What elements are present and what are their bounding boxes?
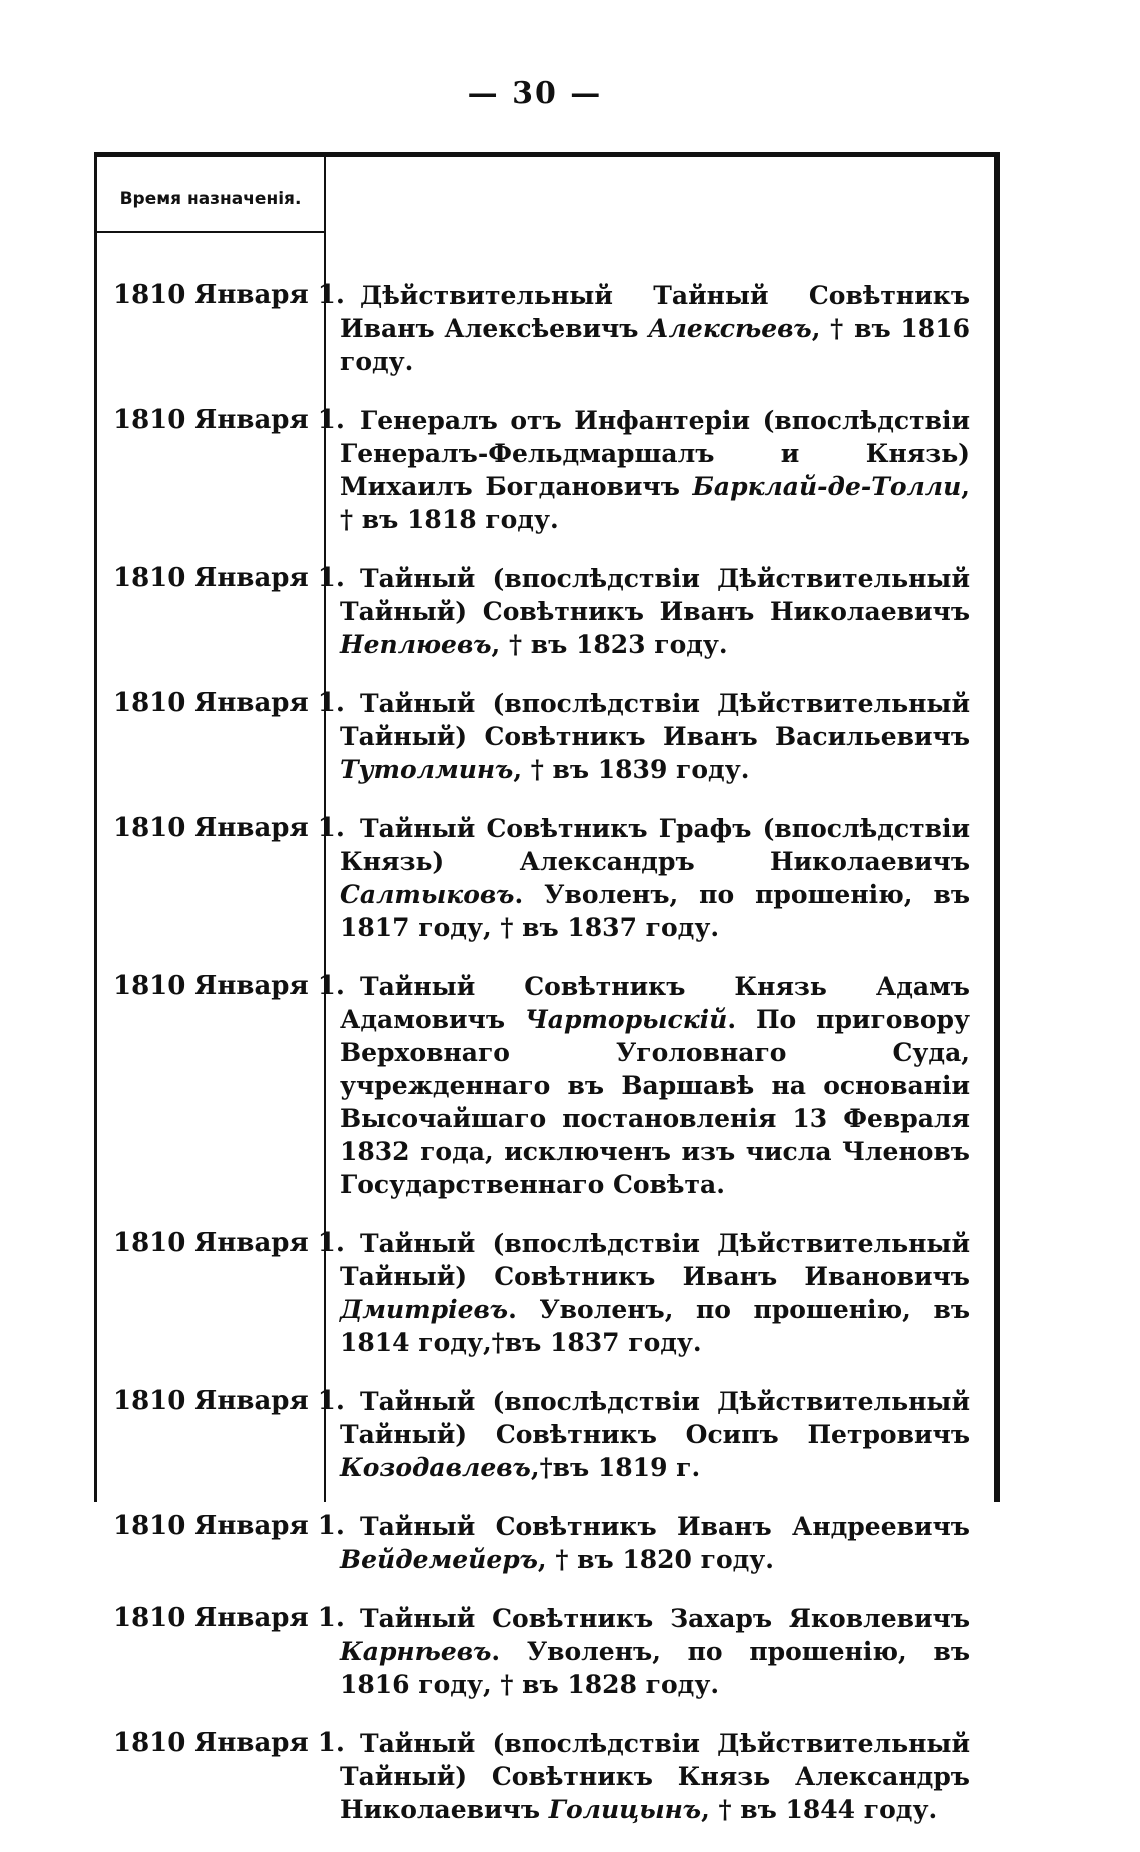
entry-date: 1810 Января 1.: [113, 813, 345, 843]
entry-text-before: Тайный (впослѣдствіи Дѣйствительный Тайный) Совѣтникъ Иванъ Николаевичъ: [340, 564, 970, 626]
entry-text-before: Тайный (впослѣдствіи Дѣйствительный Тайный) Совѣтникъ Иванъ Васильевичъ: [340, 689, 970, 751]
entry-surname: Карнѣевъ: [340, 1637, 492, 1666]
entry-date: 1810 Января 1.: [113, 405, 345, 435]
entry-surname: Неплюевъ: [340, 630, 492, 659]
entry-text: [340, 970, 970, 1201]
entry-text-after: , † въ 1820 году.: [537, 1545, 775, 1574]
entry-text-before: Тайный Совѣтникъ Графъ (впослѣдствіи Князь) Александръ Николаевичъ: [340, 814, 970, 876]
entry-text: [340, 1227, 970, 1359]
entry-text: [340, 404, 970, 536]
entry-text: [340, 1385, 970, 1484]
entry-row: [97, 1385, 997, 1484]
entry-date: 1810 Января 1.: [113, 1511, 345, 1541]
entry-text-after: , † въ 1816 году.: [340, 314, 970, 376]
entry-date: 1810 Января 1.: [113, 1228, 345, 1258]
entry-row: [97, 970, 997, 1201]
entry-text: [340, 1602, 970, 1701]
entry-surname: Салтыковъ: [340, 880, 515, 909]
entry-text-before: Генералъ отъ Инфантеріи (впослѣдствіи Генералъ-Фельдмаршалъ и Князь) Михаилъ Богдановичъ: [340, 406, 970, 501]
entry-text: [340, 1727, 970, 1826]
entry-row: [97, 1602, 997, 1701]
entry-text-before: Дѣйствительный Тайный Совѣтникъ Иванъ Алексѣевичъ: [340, 281, 970, 343]
entry-text-before: Тайный Совѣтникъ Иванъ Андреевичъ: [360, 1512, 970, 1541]
entry-text-before: Тайный (впослѣдствіи Дѣйствительный Тайный) Совѣтникъ Князь Александръ Николаевичъ: [340, 1729, 970, 1824]
entries-list: [97, 279, 997, 1852]
entry-text: [340, 812, 970, 944]
entry-text-after: , † въ 1844 году.: [701, 1795, 938, 1824]
entry-text-after: . Уволенъ, по прошенію, въ 1814 году,†въ 1837 году.: [340, 1295, 970, 1357]
entry-text-after: , † въ 1823 году.: [491, 630, 728, 659]
entry-surname: Барклай-де-Толли: [692, 472, 962, 501]
appointments-table: [94, 152, 1000, 1824]
entry-text-after: , † въ 1839 году.: [513, 755, 750, 784]
entry-date: 1810 Января 1.: [113, 1386, 345, 1416]
entry-text-after: , † въ 1818 году.: [340, 472, 970, 534]
entry-text-after: . По приговору Верховнаго Уголовнаго Суда, учрежденнаго въ Варшавѣ на основаніи Высочайшаго постановленія 13 Февраля 1832 года, исключенъ изъ числа Членовъ Государственнаго Совѣта.: [340, 1005, 970, 1199]
entry-date: 1810 Января 1.: [113, 688, 345, 718]
entry-row: [97, 812, 997, 944]
entry-date: 1810 Января 1.: [113, 563, 345, 593]
page-number: — 30 —: [467, 76, 603, 111]
entry-text-before: Тайный Совѣтникъ Захаръ Яковлевичъ: [360, 1604, 970, 1633]
entry-row: [97, 1727, 997, 1826]
header-rule: [97, 231, 324, 233]
entry-text-before: Тайный (впослѣдствіи Дѣйствительный Тайный) Совѣтникъ Иванъ Ивановичъ: [340, 1229, 970, 1291]
entry-surname: Чарторыскій: [524, 1005, 728, 1034]
entry-surname: Алексѣевъ: [648, 314, 812, 343]
entry-date: 1810 Января 1.: [113, 280, 345, 310]
entry-surname: Вейдемейеръ: [340, 1545, 538, 1574]
entry-text: [340, 279, 970, 378]
entry-surname: Голицынъ: [548, 1795, 702, 1824]
entry-date: 1810 Января 1.: [113, 1728, 345, 1758]
entry-text: [340, 562, 970, 661]
entry-row: [97, 1510, 997, 1576]
entry-text-before: Тайный Совѣтникъ Князь Адамъ Адамовичъ: [340, 972, 970, 1034]
entry-surname: Тутолминъ: [340, 755, 514, 784]
entry-row: [97, 687, 997, 786]
entry-date: 1810 Января 1.: [113, 1603, 345, 1633]
entry-date: 1810 Января 1.: [113, 971, 345, 1001]
entry-surname: Козодавлевъ: [340, 1453, 531, 1482]
entry-row: [97, 562, 997, 661]
entry-row: [97, 279, 997, 378]
date-column-header: Время назначенія.: [119, 189, 302, 209]
entry-row: [97, 404, 997, 536]
entry-surname: Дмитріевъ: [340, 1295, 509, 1324]
entry-text-after: . Уволенъ, по прошенію, въ 1817 году, † въ 1837 году.: [340, 880, 970, 942]
entry-text-after: ,†въ 1819 г.: [530, 1453, 701, 1482]
entry-text: [340, 1510, 970, 1576]
entry-text: [340, 687, 970, 786]
entry-text-before: Тайный (впослѣдствіи Дѣйствительный Тайный) Совѣтникъ Осипъ Петровичъ: [340, 1387, 970, 1449]
entry-text-after: . Уволенъ, по прошенію, въ 1816 году, † въ 1828 году.: [340, 1637, 970, 1699]
entry-row: [97, 1227, 997, 1359]
